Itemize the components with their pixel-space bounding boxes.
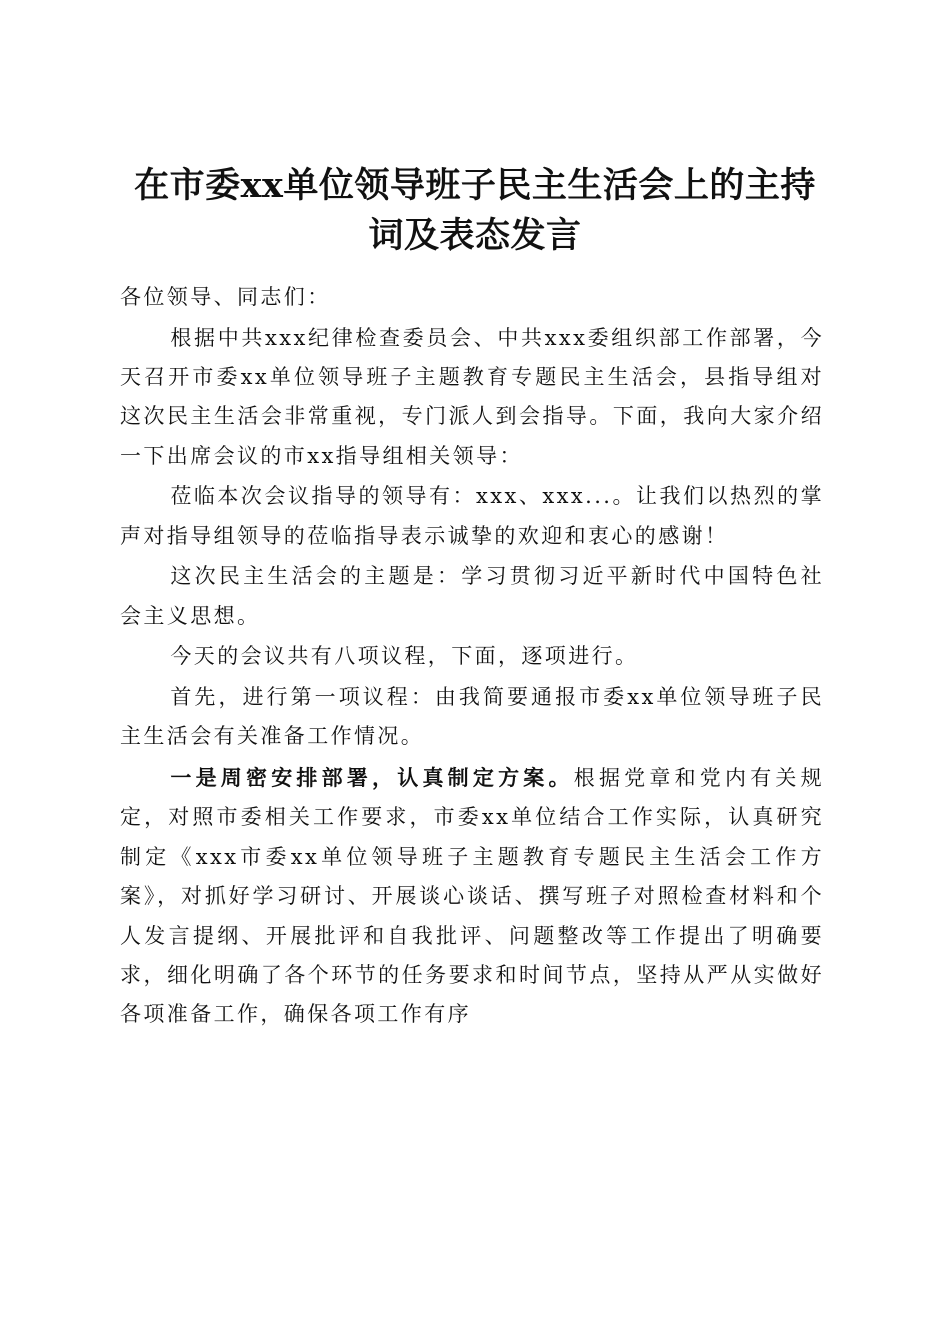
paragraph-first-item: 首先，进行第一项议程：由我简要通报市委xx单位领导班子民主生活会有关准备工作情况。 bbox=[120, 685, 824, 749]
title-line-1: 在市委xx单位领导班子民主生活会上的主持 bbox=[134, 165, 816, 207]
paragraph-agenda: 今天的会议共有八项议程，下面，逐项进行。 bbox=[170, 644, 639, 669]
paragraph-intro: 根据中共xxx纪律检查委员会、中共xxx委组织部工作部署，今天召开市委xx单位领导班子主题教育专题民主生活会，县指导组对这次民主生活会非常重视，专门派人到会指导。下面，我向大家介绍一下出席会议的市xx指导组相关领导： bbox=[120, 325, 824, 468]
paragraph-theme: 这次民主生活会的主题是：学习贯彻习近平新时代中国特色社会主义思想。 bbox=[120, 564, 824, 628]
salutation: 各位领导、同志们： bbox=[120, 285, 331, 309]
document-body bbox=[120, 278, 824, 1036]
paragraph-preparation bbox=[120, 758, 824, 1035]
paragraph-preparation-heading: 一是周密安排部署，认真制定方案。 bbox=[170, 765, 574, 790]
document-title bbox=[100, 161, 850, 261]
paragraph-preparation-text: 根据党章和党内有关规定，对照市委相关工作要求，市委xx单位结合工作实际，认真研究制定《xxx市委xx单位领导班子主题教育专题民主生活会工作方案》，对抓好学习研讨、开展谈心谈话、撰写班子对照检查材料和个人发言提纲、开展批评和自我批评、问题整改等工作提出了明确要求，细化明确了各个环节的任务要求和时间节点，坚持从严从实做好各项准备工作，确保各项工作有序 bbox=[120, 766, 825, 1027]
paragraph-guests: 莅临本次会议指导的领导有：xxx、xxx...。让我们以热烈的掌声对指导组领导的莅临指导表示诚挚的欢迎和衷心的感谢！ bbox=[120, 484, 824, 548]
title-line-2: 词及表态发言 bbox=[368, 215, 582, 257]
